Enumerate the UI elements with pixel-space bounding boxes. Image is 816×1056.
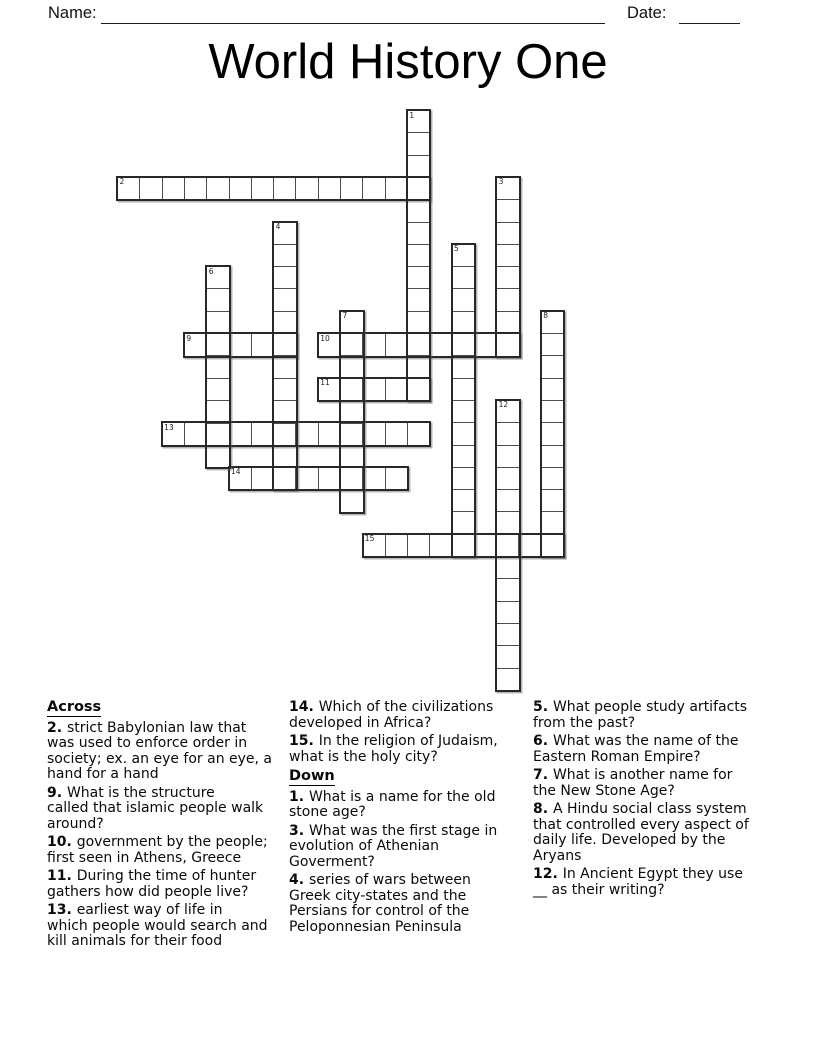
grid-cell[interactable] [452, 534, 476, 558]
grid-cell[interactable] [251, 333, 275, 357]
clue-text: During the time of hunter gathers how did people live? [47, 868, 257, 900]
clue-1 [289, 790, 535, 821]
grid-cell[interactable] [541, 355, 565, 379]
grid-cell[interactable] [229, 422, 253, 446]
clue-8 [533, 802, 779, 864]
grid-cell[interactable] [452, 400, 476, 424]
clue-number: 5. [533, 699, 553, 715]
grid-cell[interactable] [541, 333, 565, 357]
grid-cell[interactable] [496, 534, 520, 558]
grid-cell[interactable] [318, 422, 342, 446]
clue-text: earliest way of life in which people would search and kill animals for their food [47, 902, 268, 949]
cell-number-11: 11 [320, 378, 330, 388]
clue-11 [47, 869, 293, 900]
grid-cell[interactable] [362, 467, 386, 491]
clue-section-header-text: Across [47, 699, 102, 715]
grid-cell[interactable] [429, 333, 453, 357]
grid-cell[interactable] [541, 489, 565, 513]
clue-text: government by the people; first seen in Athens, Greece [47, 834, 268, 866]
clue-text: Which of the civilizations developed in Africa? [289, 699, 494, 731]
grid-cell[interactable] [295, 177, 319, 201]
grid-cell[interactable] [496, 199, 520, 223]
grid-cell[interactable] [362, 422, 386, 446]
clues-column-down [533, 700, 779, 901]
cell-number-15: 15 [364, 534, 375, 544]
cell-number-8: 8 [543, 311, 548, 321]
grid-cell[interactable] [340, 400, 364, 424]
cell-number-2: 2 [119, 177, 125, 187]
clue-text: What people study artifacts from the past? [533, 699, 748, 731]
grid-cell[interactable] [407, 244, 431, 268]
date-blank-line[interactable] [679, 1, 740, 24]
clue-text: What is a name for the old stone age? [289, 788, 496, 820]
grid-cell[interactable] [452, 467, 476, 491]
grid-cell[interactable] [229, 333, 253, 357]
grid-cell[interactable] [340, 355, 364, 379]
grid-cell[interactable] [206, 177, 230, 201]
grid-cell[interactable] [385, 467, 409, 491]
grid-cell[interactable] [206, 400, 230, 424]
grid-cell[interactable] [452, 422, 476, 446]
grid-cell[interactable] [452, 378, 476, 402]
clue-number: 11. [47, 868, 77, 884]
grid-cell[interactable] [496, 467, 520, 491]
grid-cell[interactable] [452, 445, 476, 469]
grid-cell[interactable] [407, 155, 431, 179]
clue-7 [533, 768, 779, 799]
grid-cell[interactable] [496, 623, 520, 647]
clue-4 [289, 873, 535, 935]
grid-cell[interactable] [496, 511, 520, 535]
grid-cell[interactable] [385, 422, 409, 446]
grid-cell[interactable] [206, 288, 230, 312]
clue-10 [47, 835, 293, 866]
grid-cell[interactable] [295, 422, 319, 446]
grid-cell[interactable] [496, 556, 520, 580]
grid-cell[interactable] [407, 199, 431, 223]
grid-cell[interactable] [407, 333, 431, 357]
clue-15 [289, 734, 535, 765]
grid-cell[interactable] [385, 534, 409, 558]
grid-cell[interactable] [496, 266, 520, 290]
cell-number-12: 12 [498, 400, 509, 410]
grid-cell[interactable] [452, 311, 476, 335]
clue-number: 3. [289, 822, 309, 839]
grid-cell[interactable] [407, 422, 431, 446]
cell-number-5: 5 [454, 244, 459, 254]
grid-cell[interactable] [474, 333, 498, 357]
grid-cell[interactable] [273, 378, 297, 402]
grid-cell[interactable] [206, 445, 230, 469]
grid-cell[interactable] [206, 378, 230, 402]
grid-cell[interactable] [273, 333, 297, 357]
clues-column-middle [289, 700, 535, 938]
clue-text: What was the first stage in evolution of Athenian Goverment? [289, 822, 498, 870]
grid-cell[interactable] [362, 333, 386, 357]
grid-cell[interactable] [429, 534, 453, 558]
grid-cell[interactable] [407, 132, 431, 156]
grid-cell[interactable] [407, 288, 431, 312]
grid-cell[interactable] [385, 177, 409, 201]
clue-number: 10. [47, 834, 77, 850]
grid-cell[interactable] [251, 467, 275, 491]
clue-13 [47, 903, 293, 950]
grid-cell[interactable] [273, 266, 297, 290]
grid-cell[interactable] [273, 422, 297, 446]
grid-cell[interactable] [340, 422, 364, 446]
grid-cell[interactable] [452, 511, 476, 535]
clue-9 [47, 786, 293, 833]
grid-cell[interactable] [340, 467, 364, 491]
grid-cell[interactable] [295, 467, 319, 491]
grid-cell[interactable] [452, 288, 476, 312]
grid-cell[interactable] [496, 222, 520, 246]
grid-cell[interactable] [162, 177, 186, 201]
grid-cell[interactable] [229, 177, 253, 201]
grid-cell[interactable] [496, 601, 520, 625]
grid-cell[interactable] [340, 445, 364, 469]
grid-cell[interactable] [496, 645, 520, 669]
grid-cell[interactable] [206, 422, 230, 446]
clue-text: In Ancient Egypt they use __ as their writing? [533, 866, 743, 898]
clue-text: A Hindu social class system that controlled every aspect of daily life. Developed by the Aryans [533, 801, 749, 864]
grid-cell[interactable] [273, 467, 297, 491]
grid-cell[interactable] [318, 177, 342, 201]
page-title: World History One [208, 35, 608, 89]
clue-text: What was the name of the Eastern Roman Empire? [533, 733, 739, 765]
grid-cell[interactable] [407, 355, 431, 379]
grid-cell[interactable] [273, 400, 297, 424]
grid-cell[interactable] [496, 489, 520, 513]
clue-number: 7. [533, 767, 553, 783]
clue-2 [47, 721, 293, 783]
cell-number-13: 13 [164, 422, 174, 432]
clue-text: In the religion of Judaism, what is the holy city? [289, 733, 498, 765]
cell-number-10: 10 [320, 333, 330, 343]
clue-number: 8. [533, 801, 553, 817]
grid-cell[interactable] [340, 489, 364, 513]
grid-cell[interactable] [273, 244, 297, 268]
grid-cell[interactable] [273, 288, 297, 312]
grid-cell[interactable] [496, 578, 520, 602]
grid-cell[interactable] [496, 333, 520, 357]
clue-text: What is the structure called that islamic people walk around? [47, 784, 264, 832]
grid-cell[interactable] [273, 355, 297, 379]
grid-cell[interactable] [206, 333, 230, 357]
grid-cell[interactable] [541, 445, 565, 469]
clue-12 [533, 867, 779, 898]
grid-cell[interactable] [496, 422, 520, 446]
clues-column-across [47, 700, 293, 953]
grid-cell[interactable] [273, 177, 297, 201]
cell-number-1: 1 [409, 110, 415, 120]
grid-cell[interactable] [452, 489, 476, 513]
clue-number: 12. [533, 866, 563, 882]
clue-number: 6. [533, 733, 553, 749]
clue-section-header-down [289, 769, 535, 785]
cell-number-3: 3 [498, 177, 504, 187]
clue-6 [533, 734, 779, 765]
grid-cell[interactable] [496, 668, 520, 692]
clue-number: 4. [289, 872, 309, 888]
clue-number: 13. [47, 902, 77, 918]
grid-cell[interactable] [362, 177, 386, 201]
clue-section-header-text: Down [289, 768, 335, 784]
grid-cell[interactable] [206, 311, 230, 335]
grid-cell[interactable] [452, 355, 476, 379]
grid-cell[interactable] [452, 333, 476, 357]
clue-14 [289, 700, 535, 731]
grid-cell[interactable] [496, 445, 520, 469]
grid-cell[interactable] [362, 378, 386, 402]
grid-cell[interactable] [496, 244, 520, 268]
grid-cell[interactable] [251, 422, 275, 446]
cell-number-4: 4 [275, 222, 281, 231]
date-label: Date: [627, 4, 667, 22]
grid-cell[interactable] [273, 311, 297, 335]
grid-cell[interactable] [139, 177, 163, 201]
name-blank-line[interactable] [101, 1, 605, 24]
clue-number: 1. [289, 788, 309, 805]
grid-cell[interactable] [407, 378, 431, 402]
grid-cell[interactable] [474, 534, 498, 558]
grid-cell[interactable] [251, 177, 275, 201]
cell-number-7: 7 [342, 311, 348, 321]
clue-text: strict Babylonian law that was used to enforce order in society; ex. an eye for an eye, a hand for a hand [47, 719, 273, 782]
grid-cell[interactable] [407, 266, 431, 290]
grid-cell[interactable] [340, 177, 364, 201]
clue-text: What is another name for the New Stone Age? [533, 767, 733, 799]
clue-number: 2. [47, 719, 67, 736]
clue-number: 15. [289, 733, 319, 749]
grid-cell[interactable] [541, 378, 565, 402]
grid-cell[interactable] [452, 266, 476, 290]
grid-cell[interactable] [273, 445, 297, 469]
grid-cell[interactable] [340, 378, 364, 402]
clue-section-header-across [47, 700, 293, 716]
grid-cell[interactable] [385, 378, 409, 402]
grid-cell[interactable] [318, 467, 342, 491]
clue-3 [289, 824, 535, 871]
grid-cell[interactable] [541, 534, 565, 558]
grid-cell[interactable] [407, 311, 431, 335]
grid-cell[interactable] [496, 288, 520, 312]
grid-cell[interactable] [184, 177, 208, 201]
cell-number-14: 14 [231, 467, 241, 477]
clue-5 [533, 700, 779, 731]
cell-number-6: 6 [208, 266, 214, 276]
clue-number: 9. [47, 784, 67, 801]
clue-text: series of wars between Greek city-states and the Persians for control of the Peloponnesian Peninsula [289, 872, 471, 935]
grid-cell[interactable] [518, 534, 542, 558]
grid-cell[interactable] [541, 467, 565, 491]
grid-cell[interactable] [407, 534, 431, 558]
grid-cell[interactable] [385, 333, 409, 357]
grid-cell[interactable] [541, 422, 565, 446]
grid-cell[interactable] [407, 177, 431, 201]
grid-cell[interactable] [184, 422, 208, 446]
grid-cell[interactable] [541, 400, 565, 424]
grid-cell[interactable] [206, 355, 230, 379]
grid-cell[interactable] [541, 511, 565, 535]
grid-cell[interactable] [407, 222, 431, 246]
grid-cell[interactable] [340, 333, 364, 357]
clue-number: 14. [289, 699, 319, 715]
grid-cell[interactable] [496, 311, 520, 335]
cell-number-9: 9 [186, 333, 192, 343]
name-label: Name: [48, 4, 97, 22]
